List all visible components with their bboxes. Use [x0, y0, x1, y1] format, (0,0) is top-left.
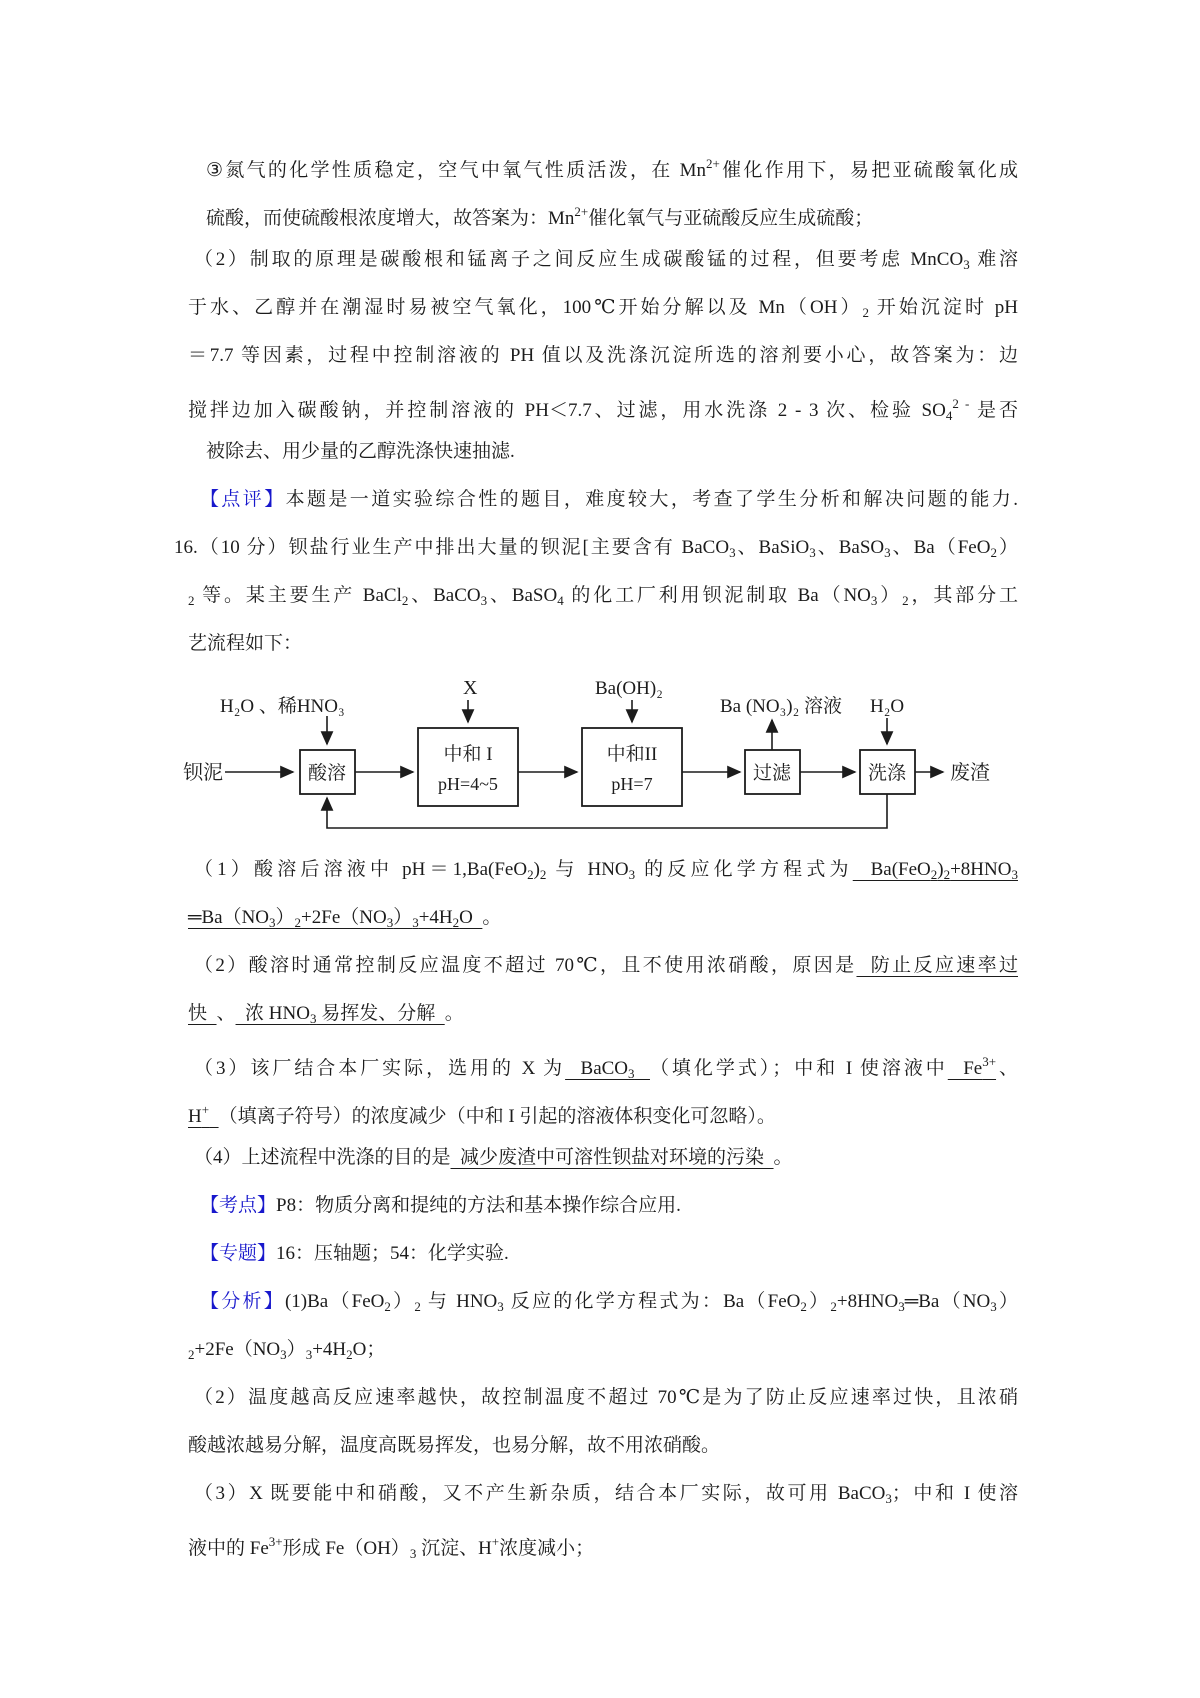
line-03: （2）制取的原理是碳酸根和锰离子之间反应生成碳酸锰的过程，但要考虑 MnCO$_3$ 难溶: [194, 249, 1018, 272]
box-wash-label: 洗涤: [867, 763, 907, 784]
box-neutralize-2: [582, 728, 682, 806]
line-18-answer-4: （4）上述流程中洗涤的目的是 减少废渣中可溶性钡盐对环境的污染 。: [194, 1147, 793, 1168]
process-flow-diagram: [183, 668, 1018, 846]
x-feed-label: X: [463, 677, 478, 699]
line-12-answer-1: （1）酸溶后溶液中 $pH=1,Ba(FeO_2)_2$ 与 $HNO_3$ 的反应化学方程式为 $Ba(FeO_2)_2+8HNO_3$: [194, 859, 1018, 882]
box-neutralize-1-label: 中和 I: [443, 744, 493, 765]
line-06: 搅拌边加入碳酸钠，并控制溶液的 PH＜7.7、过滤，用水洗涤 2 - 3 次、检验 $SO_4^{2 -}$ 是否: [188, 396, 1018, 423]
line-16-answer-3: （3）该厂结合本厂实际，选用的 X 为 BaCO$_3$ （填化学式）；中和 I 使溶液中 $Fe^{3+}$、: [194, 1054, 1019, 1081]
line-26: 液中的 $Fe^{3+}$形成 $Fe(OH)_3$ 沉淀、H+浓度减小；: [188, 1534, 595, 1561]
line-25: （3）X 既要能中和硝酸，又不产生新杂质，结合本厂实际，故可用 BaCO$_3$；中和 I 使溶: [194, 1483, 1019, 1506]
line-17: H+ （填离子符号）的浓度减少（中和 I 引起的溶液体积变化可忽略）。: [188, 1102, 776, 1127]
line-04: 于水、乙醇并在潮湿时易被空气氧化，100℃开始分解以及 $Mn(OH)_2$ 开始沉淀时 pH: [188, 297, 1018, 320]
box-neutralize-1-ph: pH=4~5: [438, 774, 498, 794]
box-filter-label: 过滤: [752, 763, 792, 784]
baoh2-feed-label: Ba(OH)₂: [595, 678, 663, 699]
arrow-recycle-loop: [327, 794, 887, 828]
solution-out-label: Ba (NO₃)₂ 溶液: [720, 696, 842, 717]
line-22: $_2+2Fe(NO_3)_3+4H_2O$；: [188, 1339, 386, 1362]
waste-label: 废渣: [950, 762, 990, 784]
line-21-fenxi: 【分析】$(1)Ba(FeO_2)_2$ 与 $HNO_3$ 反应的化学方程式为：$Ba(FeO_2)_2+8HNO_3═Ba(NO_3)$: [200, 1291, 1018, 1314]
line-20-zhuanti: 【专题】16：压轴题；54：化学实验.: [200, 1243, 509, 1264]
box-neutralize-2-label: 中和II: [606, 744, 658, 765]
line-11: 艺流程如下：: [188, 633, 303, 654]
line-15: 快 、 浓 $HNO_3$ 易挥发、分解 。: [188, 1003, 464, 1026]
line-13: $═Ba(NO_3)_2+2Fe(NO_3)_3+4H_2O$ 。: [188, 907, 502, 930]
line-07: 被除去、用少量的乙醇洗涤快速抽滤.: [206, 441, 515, 462]
box-acid-dissolve-label: 酸溶: [307, 763, 347, 784]
line-19-kaodian: 【考点】P8：物质分离和提纯的方法和基本操作综合应用.: [200, 1195, 681, 1216]
acid-feed-label: H₂O 、稀HNO₃: [220, 696, 345, 717]
line-10: $_2$ 等。某主要生产 BaCl$_2$、BaCO$_3$、BaSO$_4$ 的化工厂利用钡泥制取 $Ba(NO_3)_2$，其部分工: [188, 585, 1018, 608]
wash-feed-label: H₂O: [870, 696, 905, 717]
line-23: （2）温度越高反应速率越快，故控制温度不超过 70℃是为了防止反应速率过快，且浓硝: [194, 1387, 1018, 1408]
box-neutralize-1: [418, 728, 518, 806]
exam-text: [174, 140, 1019, 1566]
line-01: ③氮气的化学性质稳定，空气中氧气性质活泼，在 $Mn^{2+}$催化作用下，易把亚硫酸氧化成: [206, 156, 1018, 181]
line-08: 【点评】本题是一道实验综合性的题目，难度较大，考查了学生分析和解决问题的能力.: [200, 489, 1018, 510]
line-24: 酸越浓越易分解，温度高既易挥发，也易分解，故不用浓硝酸。: [188, 1435, 721, 1456]
line-09-question-16: 16.（10 分）钡盐行业生产中排出大量的钡泥[主要含有 BaCO$_3$、BaSiO$_3$、BaSO$_3$、Ba（FeO$_2$）: [174, 537, 1018, 560]
line-02: 硫酸，而使硫酸根浓度增大，故答案为：$Mn^{2+}$催化氧气与亚硫酸反应生成硫酸；: [206, 204, 874, 229]
line-05: ＝7.7 等因素，过程中控制溶液的 PH 值以及洗涤沉淀所选的溶剂要小心，故答案为：边: [188, 345, 1018, 366]
line-14-answer-2: （2）酸溶时通常控制反应温度不超过 70℃，且不使用浓硝酸，原因是 防止反应速率过: [194, 955, 1018, 976]
box-neutralize-2-ph: pH=7: [611, 774, 653, 794]
source-label: 钡泥: [183, 762, 223, 784]
